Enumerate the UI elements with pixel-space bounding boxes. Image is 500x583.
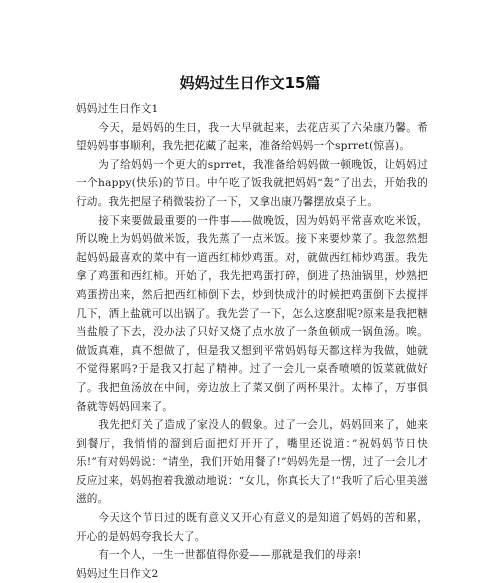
essay-1-paragraph-6: 有一个人，一生一世都值得你爱——那就是我们的母亲! — [98, 549, 362, 562]
essay-1-heading: 妈妈过生日作文1 — [76, 103, 159, 115]
essay-1-paragraph-5: 今天这个节日过的既有意义又开心有意义的是知道了妈妈的苦和累，开心的是妈妈夸我长大了。 — [76, 512, 428, 543]
essay-1-paragraph-2: 为了给妈妈一个更大的sprret，我准备给妈妈做一顿晚饭，让妈妈过一个happy(快乐)的节日。中午吃了饭我就把妈妈“轰”了出去，开始我的行动。我先把屋子稍微装扮了一下，又拿出康乃馨摆放桌子上。 — [76, 158, 428, 208]
document-body — [76, 100, 428, 583]
essay-2-heading: 妈妈过生日作文2 — [76, 567, 159, 580]
essay-1-paragraph-4: 我先把灯关了造成了家没人的假象。过了一会儿，妈妈回来了，她来到餐厅，我悄悄的溜到后面把灯开开了，嘴里还说道：”祝妈妈节日快乐!”有对妈妈说：“请坐，我们开始用餐了!”妈妈先是一愣，过了一会儿才反应过来，妈妈抱着我激动地说：“女儿，你真长大了!”我听了后心里美滋滋的。 — [76, 419, 428, 506]
essay-1-paragraph-1: 今天，是妈妈的生日，我一大早就起来，去花店买了六朵康乃馨。希望妈妈事事顺利，我先把花藏了起来，准备给妈妈一个sprret(惊喜)。 — [76, 121, 428, 153]
essay-1-paragraph-3: 接下来要做最重要的一件事——做晚饭，因为妈妈平常喜欢吃米饭，所以晚上为妈妈做米饭，我先蒸了一点米饭。接下来要炒菜了。我忽然想起妈妈最喜欢的菜中有一道西红柿炒鸡蛋。对，就做西红柿炒鸡蛋。我先拿了鸡蛋和西红柿。开始了，我先把鸡蛋打碎，倒进了热油锅里，炒熟把鸡蛋捞出来，然后把西红柿倒下去，炒到快成汁的时候把鸡蛋倒下去搅拌几下，洒上盐就可以出锅了。我先尝了一下，怎么这麽甜呢?原来是我把糖当盐般了下去，没办法了只好又烧了点水放了一条鱼顿成一锅鱼汤。唉。做饭真难，真不想做了，但是我又想到平常妈妈每天都这样为我做，她就不觉得累吗?于是我又打起了精神。过了一会儿一桌香喷喷的饭菜就做好了。我把鱼汤放在中间，旁边放上了菜又倒了两杯果汁。太棒了，万事俱备就等妈妈回来了。 — [76, 214, 428, 413]
document-title: 妈妈过生日作文15篇 — [179, 74, 321, 92]
